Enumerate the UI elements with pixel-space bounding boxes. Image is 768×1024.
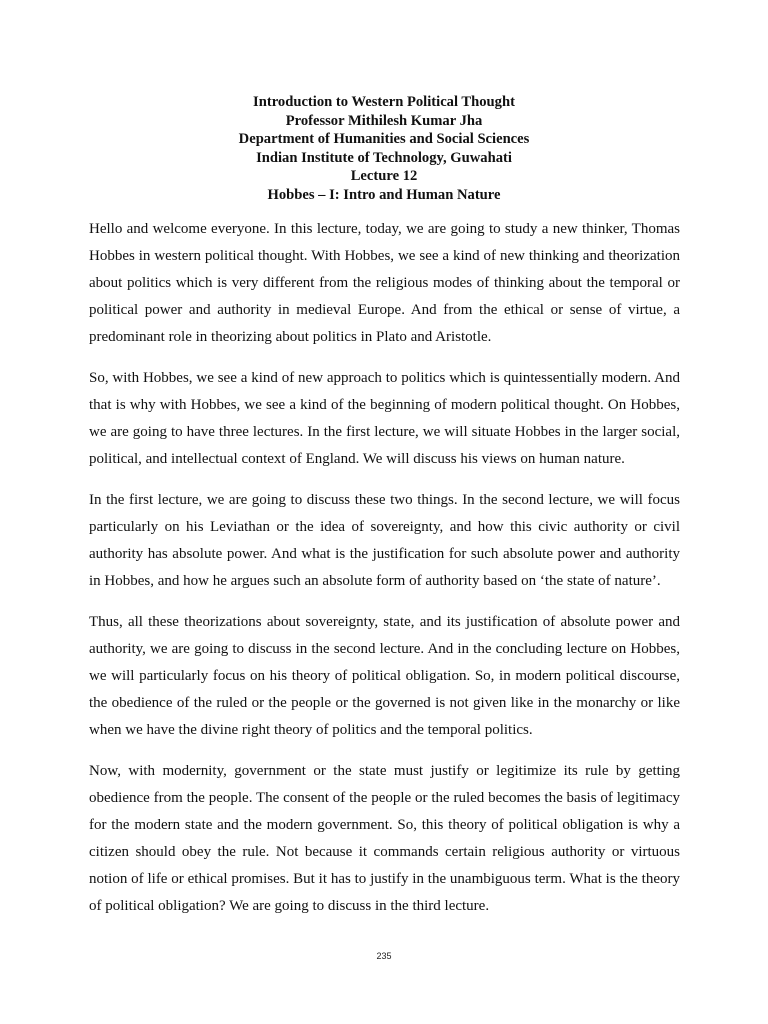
paragraph: Thus, all these theorizations about sovereignty, state, and its justification of absolute power and authority, we are going to discuss in the second lecture. And in the concluding lecture on Hobbes, we will particularly focus on his theory of political obligation. So, in modern political discourse, the obedience of the ruled or the people or the governed is not given like in the monarchy or like when we have the divine right theory of politics and the temporal politics. [89, 614, 680, 738]
professor-name: Professor Mithilesh Kumar Jha [285, 112, 483, 129]
institute-name: Indian Institute of Technology, Guwahati [256, 149, 512, 166]
lecture-topic: Hobbes – I: Intro and Human Nature [267, 186, 501, 203]
course-title: Introduction to Western Political Thought [253, 94, 515, 110]
paragraph: Hello and welcome everyone. In this lecture, today, we are going to study a new thinker, Thomas Hobbes in western political thought. With Hobbes, we see a kind of new thinking and theorization about politics which is very different from the religious modes of thinking about the temporal or political power and authority in medieval Europe. And from the ethical or sense of virtue, a predominant role in theorizing about politics in Plato and Aristotle. [89, 221, 680, 345]
paragraph: In the first lecture, we are going to discuss these two things. In the second lecture, we will focus particularly on his Leviathan or the idea of sovereignty, and how this civic authority or civil authority has absolute power. And what is the justification for such absolute power and authority in Hobbes, and how he argues such an absolute form of authority based on ‘the state of nature’. [89, 492, 680, 589]
department-name: Department of Humanities and Social Sciences [238, 131, 530, 148]
page-number: 235 [376, 951, 392, 961]
lecture-body [89, 216, 680, 934]
paragraph: Now, with modernity, government or the state must justify or legitimize its rule by getting obedience from the people. The consent of the people or the ruled becomes the basis of legitimacy for the modern state and the modern government. So, this theory of political obligation is why a citizen should obey the rule. Not because it commands certain religious authority or virtuous notion of life or ethical promises. But it has to justify in the unambiguous term. What is the theory of political obligation? We are going to discuss in the third lecture. [89, 763, 680, 914]
lecture-number: Lecture 12 [350, 168, 418, 185]
lecture-header [0, 93, 768, 205]
paragraph: So, with Hobbes, we see a kind of new approach to politics which is quintessentially modern. And that is why with Hobbes, we see a kind of the beginning of modern political thought. On Hobbes, we are going to have three lectures. In the first lecture, we will situate Hobbes in the larger social, political, and intellectual context of England. We will discuss his views on human nature. [89, 370, 680, 467]
